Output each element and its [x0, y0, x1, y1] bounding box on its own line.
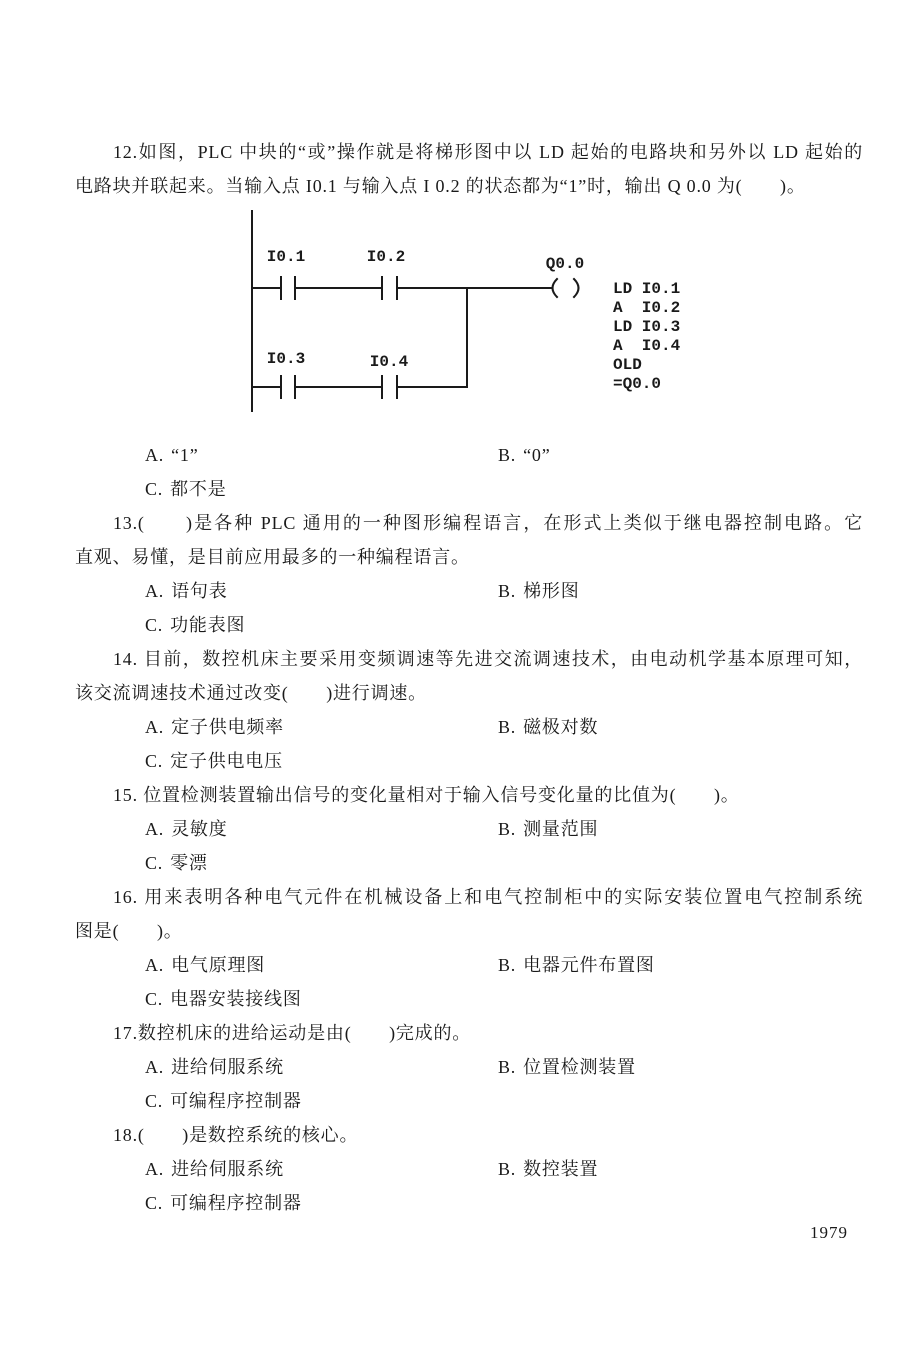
option-b — [498, 574, 860, 608]
option-letter: B. — [498, 445, 517, 465]
option-row — [145, 1084, 860, 1118]
option-c — [145, 608, 498, 642]
option-c — [145, 1084, 498, 1118]
contact-label-i0-4: I0.4 — [369, 353, 409, 371]
ladder-labels — [267, 248, 584, 371]
option-text: “1” — [171, 445, 199, 465]
option-letter: C. — [145, 615, 164, 635]
option-a — [145, 710, 498, 744]
question-text-line: 18.( )是数控系统的核心。 — [113, 1125, 359, 1145]
option-letter: C. — [145, 853, 164, 873]
option-row — [145, 744, 860, 778]
option-letter: A. — [145, 445, 165, 465]
instruction-line: A I0.2 — [613, 299, 681, 317]
ladder-wiring — [252, 211, 579, 411]
option-letter: B. — [498, 581, 517, 601]
option-a — [145, 1050, 498, 1084]
option-row — [145, 608, 860, 642]
option-letter: B. — [498, 819, 517, 839]
option-text: 电器元件布置图 — [523, 955, 655, 975]
option-letter: C. — [145, 479, 164, 499]
option-text: 语句表 — [171, 581, 228, 601]
question-text-line: 14. 目前，数控机床主要采用变频调速等先进交流调速技术，由电动机学基本原理可知， — [113, 649, 863, 669]
question-text-line: 该交流调速技术通过改变( )进行调速。 — [75, 683, 427, 703]
option-c — [145, 846, 498, 880]
option-text: 梯形图 — [523, 581, 580, 601]
option-letter: C. — [145, 1193, 164, 1213]
question-text-line: 直观、易懂，是目前应用最多的一种编程语言。 — [75, 547, 470, 567]
option-b — [498, 948, 860, 982]
option-a — [145, 1152, 498, 1186]
instruction-line: LD I0.3 — [613, 318, 681, 336]
option-b — [498, 438, 860, 472]
contact-label-i0-2: I0.2 — [366, 248, 406, 266]
option-text: 位置检测装置 — [523, 1057, 636, 1077]
instruction-line: LD I0.1 — [613, 280, 681, 298]
option-row — [145, 1050, 860, 1084]
option-letter: A. — [145, 717, 165, 737]
option-text: 定子供电频率 — [171, 717, 284, 737]
option-text: 数控装置 — [523, 1159, 599, 1179]
option-text: 磁极对数 — [523, 717, 599, 737]
option-row — [145, 1186, 860, 1220]
option-text: 灵敏度 — [171, 819, 228, 839]
coil-label-q0-0: Q0.0 — [545, 255, 585, 273]
question-text-line: 13.( )是各种 PLC 通用的一种图形编程语言，在形式上类似于继电器控制电路。它 — [113, 513, 863, 533]
option-row — [145, 982, 860, 1016]
ladder-diagram — [0, 203, 920, 438]
question-text-line: 图是( )。 — [75, 921, 183, 941]
page-number: 1979 — [810, 1223, 848, 1242]
option-letter: A. — [145, 955, 165, 975]
option-row — [145, 846, 860, 880]
coil-q0-0-left-arc — [553, 279, 558, 297]
option-text: 进给伺服系统 — [171, 1159, 284, 1179]
option-letter: C. — [145, 751, 164, 771]
question-text-line: 12.如图，PLC 中块的“或”操作就是将梯形图中以 LD 起始的电路块和另外以 LD 起始的 — [113, 142, 863, 162]
option-b — [498, 1050, 860, 1084]
option-text: 测量范围 — [523, 819, 599, 839]
ladder-diagram-svg — [0, 203, 920, 438]
option-row — [145, 1152, 860, 1186]
option-letter: B. — [498, 717, 517, 737]
question-18 — [0, 1118, 920, 1220]
exam-content — [0, 135, 920, 1246]
question-text-line: 17.数控机床的进给运动是由( )完成的。 — [113, 1023, 472, 1043]
option-b — [498, 710, 860, 744]
option-text: 都不是 — [170, 479, 227, 499]
option-row — [145, 472, 860, 506]
option-a — [145, 438, 498, 472]
option-b — [498, 812, 860, 846]
question-text-line: 电路块并联起来。当输入点 I0.1 与输入点 I 0.2 的状态都为“1”时，输出 Q 0.0 为( )。 — [75, 176, 806, 196]
option-a — [145, 574, 498, 608]
option-text: 可编程序控制器 — [170, 1091, 302, 1111]
option-letter: B. — [498, 1057, 517, 1077]
option-text: 可编程序控制器 — [170, 1193, 302, 1213]
option-text: “0” — [523, 445, 551, 465]
option-letter: A. — [145, 581, 165, 601]
option-text: 功能表图 — [170, 615, 246, 635]
question-12 — [0, 135, 920, 506]
instruction-line: A I0.4 — [613, 337, 681, 355]
option-a — [145, 812, 498, 846]
question-17 — [0, 1016, 920, 1118]
option-row — [145, 948, 860, 982]
option-letter: A. — [145, 819, 165, 839]
option-row — [145, 574, 860, 608]
option-a — [145, 948, 498, 982]
question-text-line: 16. 用来表明各种电气元件在机械设备上和电气控制柜中的实际安装位置电气控制系统 — [113, 887, 863, 907]
option-letter: B. — [498, 1159, 517, 1179]
option-letter: A. — [145, 1057, 165, 1077]
option-text: 进给伺服系统 — [171, 1057, 284, 1077]
question-15 — [0, 778, 920, 880]
option-letter: B. — [498, 955, 517, 975]
question-13 — [0, 506, 920, 642]
instruction-list — [613, 280, 681, 393]
option-text: 零漂 — [170, 853, 208, 873]
option-text: 电气原理图 — [171, 955, 266, 975]
instruction-line: OLD — [613, 356, 642, 374]
option-row — [145, 710, 860, 744]
option-letter: C. — [145, 989, 164, 1009]
question-16 — [0, 880, 920, 1016]
contact-label-i0-1: I0.1 — [266, 248, 306, 266]
question-text-line: 15. 位置检测装置输出信号的变化量相对于输入信号变化量的比值为( )。 — [113, 785, 740, 805]
coil-q0-0-right-arc — [574, 279, 579, 297]
instruction-line: =Q0.0 — [613, 375, 662, 393]
option-c — [145, 472, 498, 506]
option-text: 定子供电电压 — [170, 751, 283, 771]
option-letter: C. — [145, 1091, 164, 1111]
option-letter: A. — [145, 1159, 165, 1179]
contact-label-i0-3: I0.3 — [266, 350, 306, 368]
option-text: 电器安装接线图 — [170, 989, 302, 1009]
option-c — [145, 982, 498, 1016]
question-14 — [0, 642, 920, 778]
option-c — [145, 744, 498, 778]
option-row — [145, 812, 860, 846]
option-row — [145, 438, 860, 472]
option-b — [498, 1152, 860, 1186]
option-c — [145, 1186, 498, 1220]
